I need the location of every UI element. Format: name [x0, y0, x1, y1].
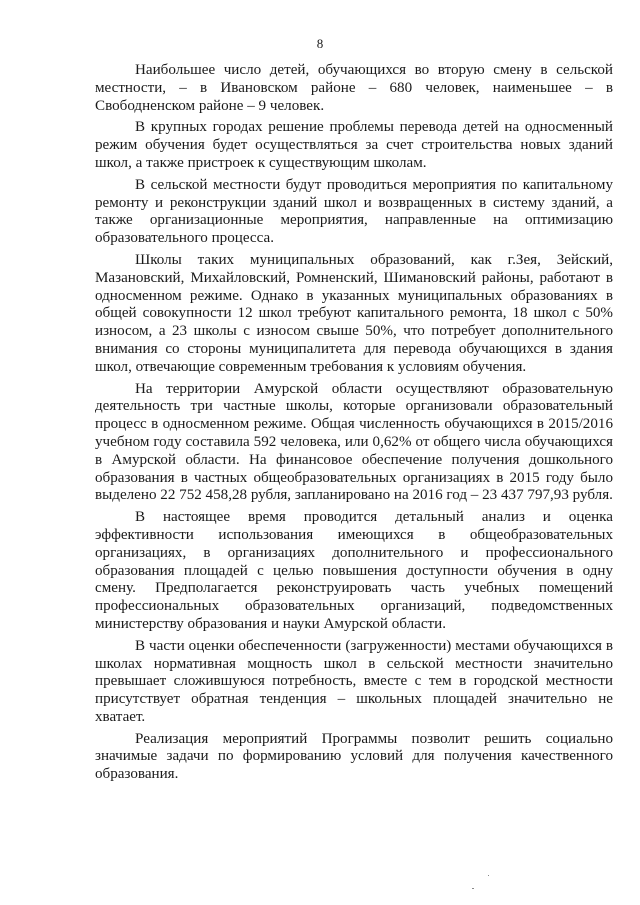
paragraph: В настоящее время проводится детальный анализ и оценка эффективности использования имеющихся в общеобразовательных организациях, в организациях дополнительного и профессионального образования площадей с целью повышения доступности обучения в одну смену. Предполагается реконструировать часть учебных помещений профессиональных образовательных организаций, подведомственных министерству образования и науки Амурской области. — [95, 509, 613, 632]
paragraph: Наибольшее число детей, обучающихся во вторую смену в сельской местности, – в Ивановском районе – 680 человек, наименьшее – в Свободненском районе – 9 человек. — [95, 62, 613, 114]
paragraph: Школы таких муниципальных образований, как г.Зея, Зейский, Мазановский, Михайловский, Ромненский, Шимановский районы, работают в односменном режиме. Однако в указанных муниципальных образованиях в общей совокупности 12 школ требуют капитального ремонта, 18 школ с 50% износом, а 23 школы с износом свыше 50%, что потребует дополнительного внимания со стороны муниципалитета для перевода обучающихся в здания школ, отвечающие современным требования к условиям обучения. — [95, 251, 613, 375]
paragraph: Реализация мероприятий Программы позволит решить социально значимые задачи по формированию условий для получения качественного образования. — [95, 730, 613, 783]
paragraph: В сельской местности будут проводиться мероприятия по капитальному ремонту и реконструкции зданий школ и возвращенных в систему зданий, а также организационные мероприятия, направленные на оптимизацию образовательного процесса. — [95, 176, 613, 247]
scan-speck — [472, 888, 474, 889]
paragraph: На территории Амурской области осуществляют образовательную деятельность три частные школы, которые организовали образовательный процесс в односменном режиме. Общая численность обучающихся в 2015/2016 учебном году составила 592 человека, или 0,62% от общего числа обучающихся в Амурской области. На финансовое обеспечение получения дошкольного образования в частных общеобразовательных организациях в 2015 году было выделено 22 752 458,28 рубля, запланировано на 2016 год – 23 437 797,93 рубля. — [95, 380, 613, 504]
page-number: 8 — [316, 36, 324, 51]
scan-speck — [488, 875, 489, 876]
paragraph: В крупных городах решение проблемы перевода детей на односменный режим обучения будет осуществляться за счет строительства новых зданий школ, а также пристроек к существующим школам. — [95, 119, 613, 171]
document-body — [95, 62, 613, 788]
paragraph: В части оценки обеспеченности (загруженности) местами обучающихся в школах нормативная мощность школ в сельской местности значительно превышает сложившуюся потребность, вместе с тем в городской местности присутствует обратная тенденция – школьных площадей значительно не хватает. — [95, 637, 613, 725]
